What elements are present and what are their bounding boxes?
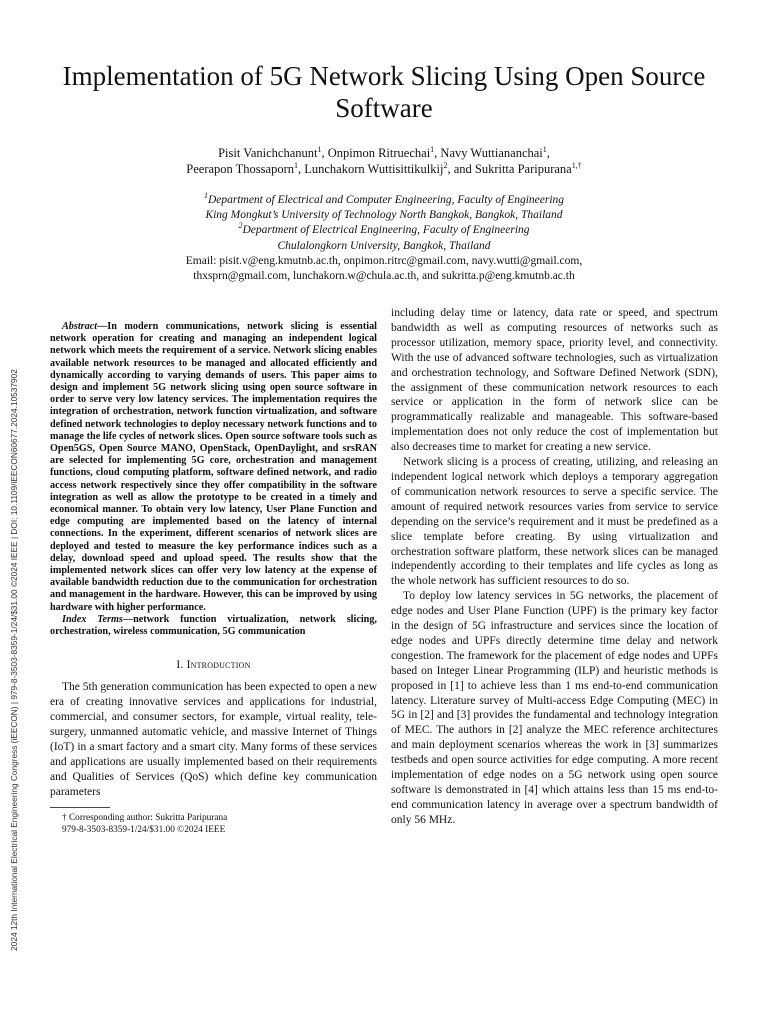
body-paragraph: Network slicing is a process of creating, utilizing, and releasing an independent logical network which deploys a temporary aggregation of communication network resources to serve a specific service. The amount of required network resources varies from service to service depending on the service’s requirement and it must be predefined as a slice template before creating. By using virtualization and orchestration software platform, these network slices can be managed independently according to their templates and life cycles as long as the whole network has sufficient resources to do so. — [391, 456, 718, 588]
author-line-2 — [40, 161, 728, 177]
index-terms-text: —network function virtualization, network slicing, orchestration, wireless communication, 5G communication — [50, 613, 377, 638]
side-identifier-text: 2024 12th International Electrical Engineering Congress (iEECON) | 979-8-3503-8359-1/24/$31.00 ©2024 IEEE | DOI: 10.1109/iEECON60677.2024.10537902 — [9, 369, 19, 951]
affiliation-sup: 2 — [238, 221, 243, 231]
paper-title: Implementation of 5G Network Slicing Using Open Source Software — [62, 61, 706, 123]
left-column — [50, 321, 377, 836]
index-terms — [50, 614, 377, 638]
author-name: Pisit Vanichchanunt — [218, 146, 318, 160]
affiliation-text: Department of Electrical and Computer Engineering, Faculty of Engineering — [207, 194, 565, 206]
affiliation-text: Department of Electrical Engineering, Faculty of Engineering — [242, 224, 530, 237]
abstract-label: Abstract — [62, 321, 98, 332]
abstract — [50, 321, 377, 614]
footnote-rule — [50, 807, 110, 808]
author-separator: , and — [447, 162, 475, 176]
section-heading — [50, 658, 377, 673]
email-line-1: Email: pisit.v@eng.kmutnb.ac.th, onpimon.ritrc@gmail.com, navy.wutti@gmail.com, — [185, 254, 583, 267]
section-first-letter: I — [186, 659, 191, 672]
affiliation-1-line-1 — [40, 193, 728, 208]
author-name: Navy Wuttiananchai — [440, 146, 543, 160]
author-separator: , — [298, 162, 305, 176]
author-sup: 1 — [542, 144, 547, 154]
side-identifier — [4, 330, 24, 990]
author-name: Lunchakorn Wuttisittikulkij — [304, 162, 444, 176]
section-title-rest: ntroduction — [190, 659, 251, 672]
right-column — [391, 306, 718, 828]
author-sup: 2 — [443, 160, 448, 170]
author-separator: , — [321, 146, 328, 160]
author-name: Peerapon Thossaporn — [186, 162, 294, 176]
author-name: Sukritta Paripurana — [474, 162, 572, 176]
author-separator: , — [546, 146, 550, 160]
author-name: Onpimon Ritruechai — [327, 146, 431, 160]
email-line-2: thxsprn@gmail.com, lunchakorn.w@chula.ac.th, and sukritta.p@eng.kmutnb.ac.th — [193, 270, 575, 283]
abstract-text: —In modern communications, network slicing is essential network operation for creating and managing an independent logical network which meets the requirement of a service. Network slicing enables available network resources to be managed and allocated efficiently and dynamically according to varying demands of users. This paper aims to design and implement 5G network slicing using open source software in order to serve very low latency services. The implementation requires the integration of orchestration, network function virtualization, and software defined network technologies to deploy necessary network functions and to manage the life cycles of network slices. Open source software tools such as Open5GS, Open Source MANO, OpenStack, OpenDaylight, and srsRAN are selected for implementing 5G core, orchestration and management functions, cloud computing platform, software defined network, and radio access network respectively since they offer compatibility in the software integration as well as allow the prototype to be created in a timely and economical manner. To obtain very low latency, User Plane Function and edge computing are implemented based on the latency of internal connections. In the experiment, different scenarios of network slices are deployed and tested to measure the key performance indices such as a delay, download speed and upload speed. The results show that the implemented network slices can offer very low latency at the expense of available bandwidth reduction due to the communication for orchestration and management in the hardware. However, this can be improved by using hardware with higher performance. — [50, 321, 377, 613]
author-sup: 1 — [430, 144, 435, 154]
author-sup: 1 — [317, 144, 322, 154]
affiliation-2-line-2: Chulalongkorn University, Bangkok, Thailand — [277, 239, 491, 252]
author-sup: 1 — [294, 160, 298, 170]
index-terms-label: Index Terms — [62, 613, 123, 625]
intro-paragraph: The 5th generation communication has been expected to open a new era of creating innovative services and applications for industrial, commercial, and consumer sectors, for example, virtual reality, tele-surgery, unmanned automatic vehicle, and massive Internet of Things (IoT) in a smart factory and a smart city. Many forms of these services and applications are usually implemented based on their requirements and Qualities of Services (QoS) which define key communication parameters — [50, 681, 377, 798]
author-line-1 — [40, 145, 728, 161]
copyright-notice: 979-8-3503-8359-1/24/$31.00 ©2024 IEEE — [62, 825, 226, 836]
affiliations — [40, 193, 728, 284]
body-paragraph: including delay time or latency, data rate or speed, and spectrum bandwidth as well as computing resources of networks such as processor utilization, memory space, priority level, and connectivity. With the use of advanced software technologies, such as virtualization and orchestration technology, and Software Defined Network (SDN), the assignment of these communication network resources to each service or application in the form of network slice can be programmatically realizable and manageable. This software-based implementation does not only reduce the cost of implementation but also decreases time to market for creating a new service. — [391, 307, 718, 454]
author-separator: , — [434, 146, 441, 160]
section-number: I. — [176, 659, 184, 672]
affiliation-2-line-1 — [40, 223, 728, 238]
affiliation-1-line-2: King Mongkut’s University of Technology North Bangkok, Bangkok, Thailand — [205, 209, 563, 222]
author-list — [40, 145, 728, 177]
affiliation-sup: 1 — [203, 191, 208, 201]
author-sup: 1,† — [571, 160, 582, 170]
body-paragraph: To deploy low latency services in 5G networks, the placement of edge nodes and User Plane Function (UPF) is the primary key factor in the design of 5G infrastructure and services since the location of edge nodes and UPFs directly determine time delay and network congestion. The framework for the placement of edge nodes and UPFs based on Integer Linear Programming (ILP) and heuristic methods is proposed in [1] to achieve less than 1 ms end-to-end communication latency. Literature survey of Multi-access Edge Computing (MEC) in 5G in [2] and [3] provides the fundamental and technology integration of MEC. The authors in [2] analyze the MEC reference architectures and main deployment scenarios whereas the work in [3] summarizes testbeds and open source activities for edge computing. A more recent implementation of edge nodes on a 5G network using open source software is demonstrated in [4] which attains less than 15 ms end-to-end communication latency in average over a spectrum bandwidth of only 56 MHz. — [391, 590, 718, 826]
footnote: † Corresponding author: Sukritta Paripurana — [62, 813, 228, 824]
